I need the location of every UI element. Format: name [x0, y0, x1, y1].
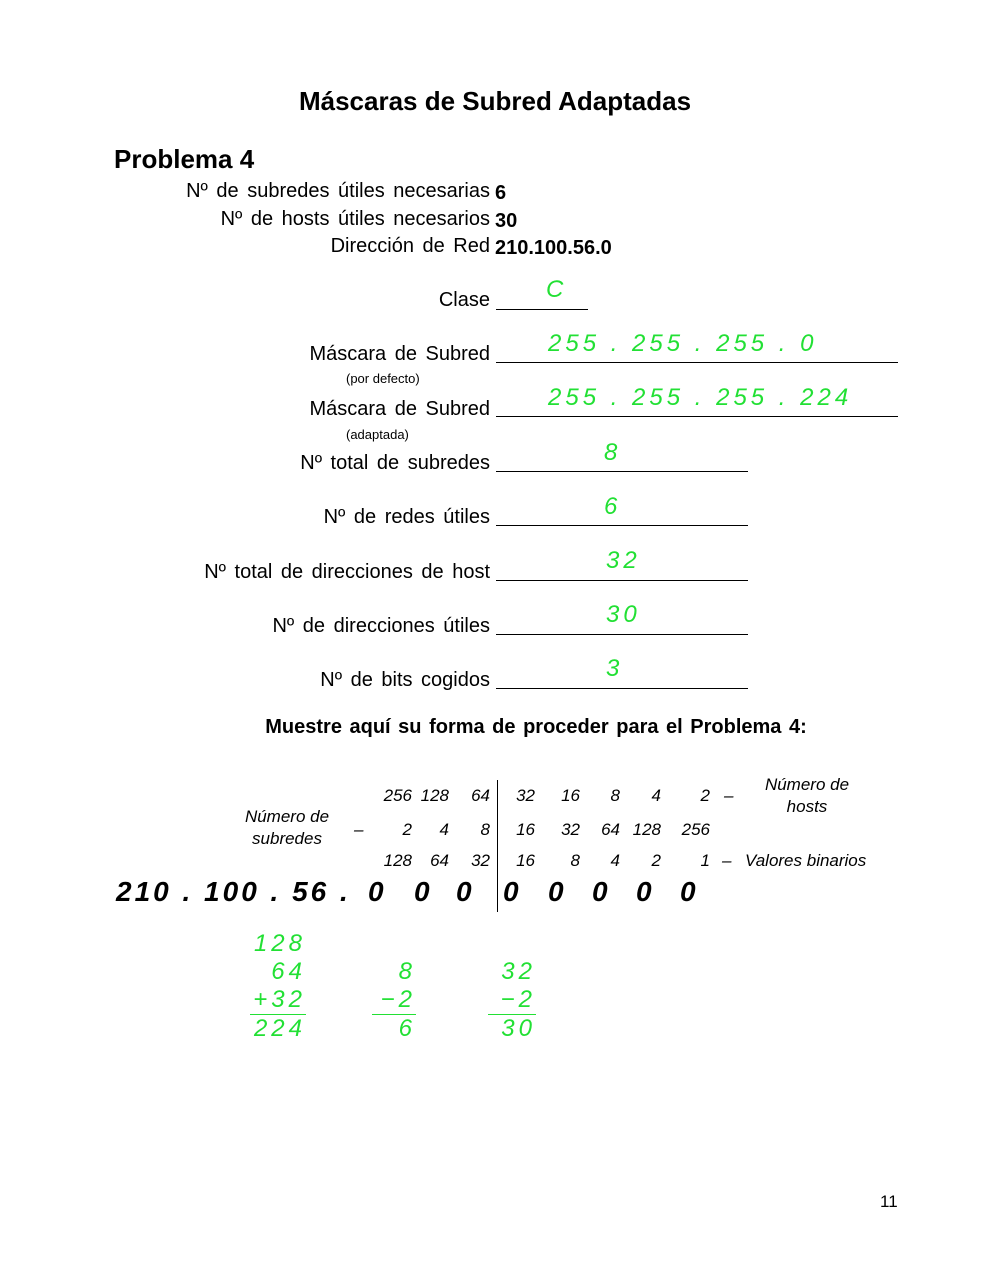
sum-calculation [250, 930, 306, 1043]
binary-value: 128 [383, 851, 412, 870]
useful-addrs-blank[interactable] [496, 634, 748, 635]
hosts-value: 32 [516, 786, 535, 805]
clase-label: Clase [438, 289, 490, 311]
useful-nets-blank[interactable] [496, 525, 748, 526]
page-number: 11 [880, 1192, 898, 1211]
given-value: 30 [495, 210, 518, 232]
subnets-value: 256 [681, 820, 710, 839]
mask-default-label: Máscara de Subred [309, 343, 490, 365]
clase-answer: C [546, 276, 568, 303]
sum-line: 128 [253, 930, 306, 957]
mask-adapted-blank[interactable] [496, 416, 898, 417]
sub-line: −2 [500, 986, 536, 1013]
hosts-value: 8 [610, 786, 620, 805]
subnets-value: 16 [516, 820, 535, 839]
hosts-value: 2 [700, 786, 710, 805]
bit-value: 0 [636, 876, 655, 907]
dash: – [724, 786, 734, 805]
mask-default-blank[interactable] [496, 362, 898, 363]
binary-value: 64 [430, 851, 449, 870]
show-work-heading: Muestre aquí su forma de proceder para el Problema 4: [265, 716, 807, 738]
subnets-value: 128 [632, 820, 661, 839]
host-subtraction [488, 958, 536, 1043]
total-hosts-label: Nº total de direcciones de host [204, 561, 490, 583]
bits-label: Nº de bits cogidos [320, 669, 490, 691]
binary-label: Valores binarios [745, 851, 867, 870]
hosts-value: 256 [383, 786, 412, 805]
binary-value: 1 [700, 851, 710, 870]
subnets-value: 32 [561, 820, 580, 839]
given-value: 6 [495, 182, 507, 204]
given-label: Nº de subredes útiles necesarias [186, 180, 490, 202]
mask-default-note: (por defecto) [346, 371, 420, 386]
bits-answer: 3 [606, 655, 624, 682]
subnets-value: 64 [601, 820, 620, 839]
sub-line: 8 [398, 958, 416, 985]
mask-adapted-label: Máscara de Subred [309, 398, 490, 420]
given-label: Dirección de Red [330, 235, 490, 257]
total-subnets-label: Nº total de subredes [300, 452, 490, 474]
given-value: 210.100.56.0 [495, 237, 612, 259]
hosts-value: 128 [420, 786, 449, 805]
subnets-value: 4 [439, 820, 449, 839]
dash: – [354, 820, 364, 839]
mask-default-answer: 255 . 255 . 255 . 0 [548, 330, 818, 357]
hosts-value: 64 [471, 786, 490, 805]
mask-adapted-answer: 255 . 255 . 255 . 224 [548, 384, 853, 411]
bit-value: 0 [414, 876, 433, 907]
total-subnets-blank[interactable] [496, 471, 748, 472]
sub-line: −2 [380, 986, 416, 1013]
total-hosts-blank[interactable] [496, 580, 748, 581]
subnet-subtraction [372, 958, 416, 1043]
hosts-value: 4 [651, 786, 661, 805]
mask-adapted-note: (adaptada) [346, 427, 409, 442]
useful-addrs-label: Nº de direcciones útiles [272, 615, 490, 637]
given-label: Nº de hosts útiles necesarios [220, 208, 490, 230]
bit-value: 0 [680, 876, 699, 907]
bit-value: 0 [548, 876, 567, 907]
useful-nets-answer: 6 [604, 493, 622, 520]
clase-blank[interactable] [496, 309, 588, 310]
page-title: Máscaras de Subred Adaptadas [298, 86, 692, 116]
sum-line: 64 [271, 958, 306, 985]
subnets-value: 2 [402, 820, 412, 839]
bit-value: 0 [368, 876, 387, 907]
sub-line: 32 [501, 958, 536, 985]
dash: – [722, 851, 732, 870]
total-subnets-answer: 8 [604, 439, 622, 466]
binary-value: 4 [610, 851, 620, 870]
sub-result: 6 [398, 1015, 416, 1042]
problem-heading: Problema 4 [114, 144, 255, 174]
subnets-label: Número de subredes [244, 807, 330, 848]
sum-result: 224 [253, 1015, 306, 1042]
binary-value: 32 [471, 851, 490, 870]
binary-value: 2 [651, 851, 661, 870]
binary-value: 8 [570, 851, 580, 870]
total-hosts-answer: 32 [606, 547, 641, 574]
address-prefix: 210 . 100 . 56 . [116, 876, 351, 907]
sub-result: 30 [501, 1015, 536, 1042]
hosts-label: Número de hosts [764, 775, 850, 816]
sum-line: +32 [253, 986, 306, 1013]
useful-nets-label: Nº de redes útiles [323, 506, 490, 528]
useful-addrs-answer: 30 [606, 601, 641, 628]
hosts-value: 16 [561, 786, 580, 805]
bit-value: 0 [592, 876, 611, 907]
subnets-value: 8 [480, 820, 490, 839]
bits-blank[interactable] [496, 688, 748, 689]
bit-value: 0 [456, 876, 475, 907]
binary-value: 16 [516, 851, 535, 870]
bit-value: 0 [503, 876, 522, 907]
